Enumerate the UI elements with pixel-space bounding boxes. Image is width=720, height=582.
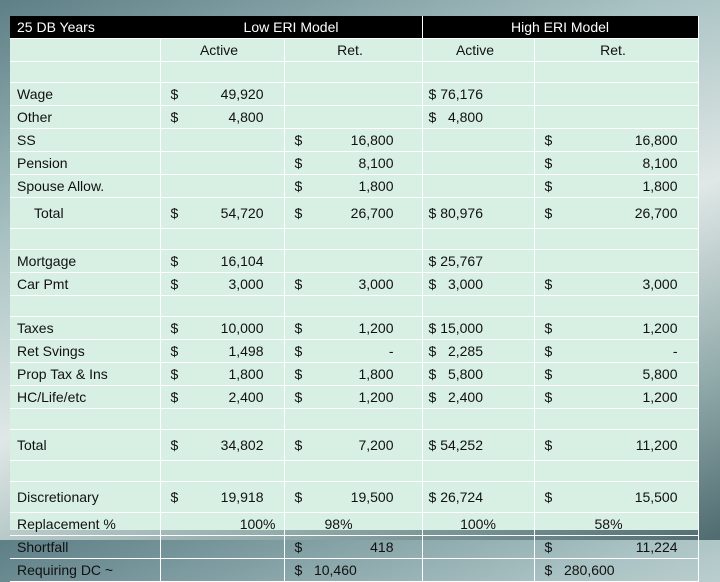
subheader-row	[10, 39, 698, 62]
low-active-value: 3,000	[228, 276, 264, 292]
table-row: Spouse Allow. $ 1,800 $ 1,800	[10, 175, 698, 198]
row-label: Wage	[10, 83, 160, 106]
spacer-row	[10, 461, 698, 482]
row-label: SS	[10, 129, 160, 152]
spacer-row	[10, 62, 698, 83]
low-active-value: 34,802	[220, 437, 264, 453]
low-ret-value: 1,800	[358, 366, 394, 382]
high-ret-value: 15,500	[634, 489, 678, 505]
spacer-row	[10, 409, 698, 430]
low-active-value: 19,918	[220, 489, 264, 505]
low-model-header: Low ERI Model	[160, 16, 422, 39]
high-active-value: 76,176	[440, 86, 484, 102]
high-ret-value: 1,800	[642, 178, 678, 194]
table-row: Shortfall $ 418 $ 11,224	[10, 536, 698, 559]
low-ret-value: 418	[370, 539, 394, 555]
low-ret-value: 10,460	[313, 562, 357, 578]
low-ret-value: 19,500	[350, 489, 394, 505]
low-ret-value: 16,800	[350, 132, 394, 148]
high-active-header: Active	[422, 39, 534, 62]
table-row: HC/Life/etc $ 2,400 $ 1,200 $ 2,400 $ 1,200	[10, 386, 698, 409]
low-active-header: Active	[160, 39, 284, 62]
high-ret-value: 58%	[534, 513, 698, 536]
row-label: HC/Life/etc	[10, 386, 160, 409]
high-active-value: 3,000	[447, 276, 484, 292]
high-ret-value: 11,200	[635, 437, 678, 453]
row-label: Mortgage	[10, 250, 160, 273]
table-row: Car Pmt $ 3,000 $ 3,000 $ 3,000 $ 3,000	[10, 273, 698, 296]
row-label: Spouse Allow.	[10, 175, 160, 198]
low-ret-header: Ret.	[284, 39, 422, 62]
row-label: Requiring DC ~	[10, 559, 160, 582]
comparison-table-frame	[10, 16, 698, 578]
table-row: Wage $ 49,920 $ 76,176	[10, 83, 698, 106]
high-active-value: 54,252	[440, 437, 484, 453]
low-ret-value: 1,200	[358, 320, 394, 336]
spacer-row	[10, 296, 698, 317]
high-active-value: 5,800	[447, 366, 484, 382]
low-ret-value: 8,100	[358, 155, 394, 171]
low-ret-value: 1,200	[358, 389, 394, 405]
low-active-value: 1,800	[228, 366, 264, 382]
row-label: Prop Tax & Ins	[10, 363, 160, 386]
table-row: Requiring DC ~ $ 10,460 $ 280,600	[10, 559, 698, 582]
low-active-value: 4,800	[228, 109, 264, 125]
corner-label: 25 DB Years	[10, 16, 160, 39]
high-active-value: 2,400	[447, 389, 484, 405]
eri-comparison-table	[10, 16, 699, 582]
low-active-value: 2,400	[228, 389, 264, 405]
low-active-value: 10,000	[220, 320, 264, 336]
row-label: Total	[10, 198, 160, 229]
high-active-value: 26,724	[440, 489, 484, 505]
low-ret-value: 3,000	[358, 276, 394, 292]
low-active-value: 1,498	[228, 343, 264, 359]
high-ret-header: Ret.	[534, 39, 698, 62]
row-label: Other	[10, 106, 160, 129]
high-active-value: 4,800	[447, 109, 484, 125]
low-ret-value: 26,700	[350, 205, 394, 221]
table-row: Prop Tax & Ins $ 1,800 $ 1,800 $ 5,800 $ 5,800	[10, 363, 698, 386]
table-row	[10, 513, 698, 536]
high-model-header: High ERI Model	[422, 16, 698, 39]
high-ret-value: -	[672, 343, 678, 359]
table-row: Discretionary $ 19,918 $ 19,500 $ 26,724 $ 15,500	[10, 482, 698, 513]
table-row: Mortgage $ 16,104 $ 25,767	[10, 250, 698, 273]
row-label: Car Pmt	[10, 273, 160, 296]
table-row: Pension $ 8,100 $ 8,100	[10, 152, 698, 175]
table-row: SS $ 16,800 $ 16,800	[10, 129, 698, 152]
high-active-value: 25,767	[440, 253, 484, 269]
spacer-row	[10, 229, 698, 250]
high-ret-value: 1,200	[642, 389, 678, 405]
high-active-value: 80,976	[440, 205, 484, 221]
table-row: Total $ 54,720 $ 26,700 $ 80,976 $ 26,700	[10, 198, 698, 229]
high-ret-value: 3,000	[642, 276, 678, 292]
low-active-value: 16,104	[220, 253, 264, 269]
high-ret-value: 8,100	[642, 155, 678, 171]
high-ret-value: 26,700	[634, 205, 678, 221]
row-label: Replacement %	[10, 513, 160, 536]
row-label: Taxes	[10, 317, 160, 340]
low-active-value: 49,920	[220, 86, 264, 102]
low-active-value: 100%	[160, 513, 284, 536]
header-row	[10, 16, 698, 39]
low-ret-value: -	[388, 343, 394, 359]
high-ret-value: 280,600	[563, 562, 615, 578]
high-active-value: 2,285	[447, 343, 484, 359]
high-ret-value: 11,224	[635, 539, 678, 555]
low-ret-value: 98%	[284, 513, 422, 536]
row-label: Ret Svings	[10, 340, 160, 363]
row-label: Shortfall	[10, 536, 160, 559]
row-label: Pension	[10, 152, 160, 175]
table-row: Ret Svings $ 1,498 $ - $ 2,285 $ -	[10, 340, 698, 363]
high-ret-value: 5,800	[642, 366, 678, 382]
high-active-value: 15,000	[440, 320, 484, 336]
low-ret-value: 1,800	[358, 178, 394, 194]
table-row: Total $ 34,802 $ 7,200 $ 54,252 $ 11,200	[10, 430, 698, 461]
high-ret-value: 1,200	[642, 320, 678, 336]
table-row: Other $ 4,800 $ 4,800	[10, 106, 698, 129]
low-active-value: 54,720	[220, 205, 264, 221]
low-ret-value: 7,200	[358, 437, 394, 453]
row-label: Discretionary	[10, 482, 160, 513]
table-row: Taxes $ 10,000 $ 1,200 $ 15,000 $ 1,200	[10, 317, 698, 340]
row-label: Total	[10, 430, 160, 461]
high-active-value: 100%	[422, 513, 534, 536]
high-ret-value: 16,800	[634, 132, 678, 148]
